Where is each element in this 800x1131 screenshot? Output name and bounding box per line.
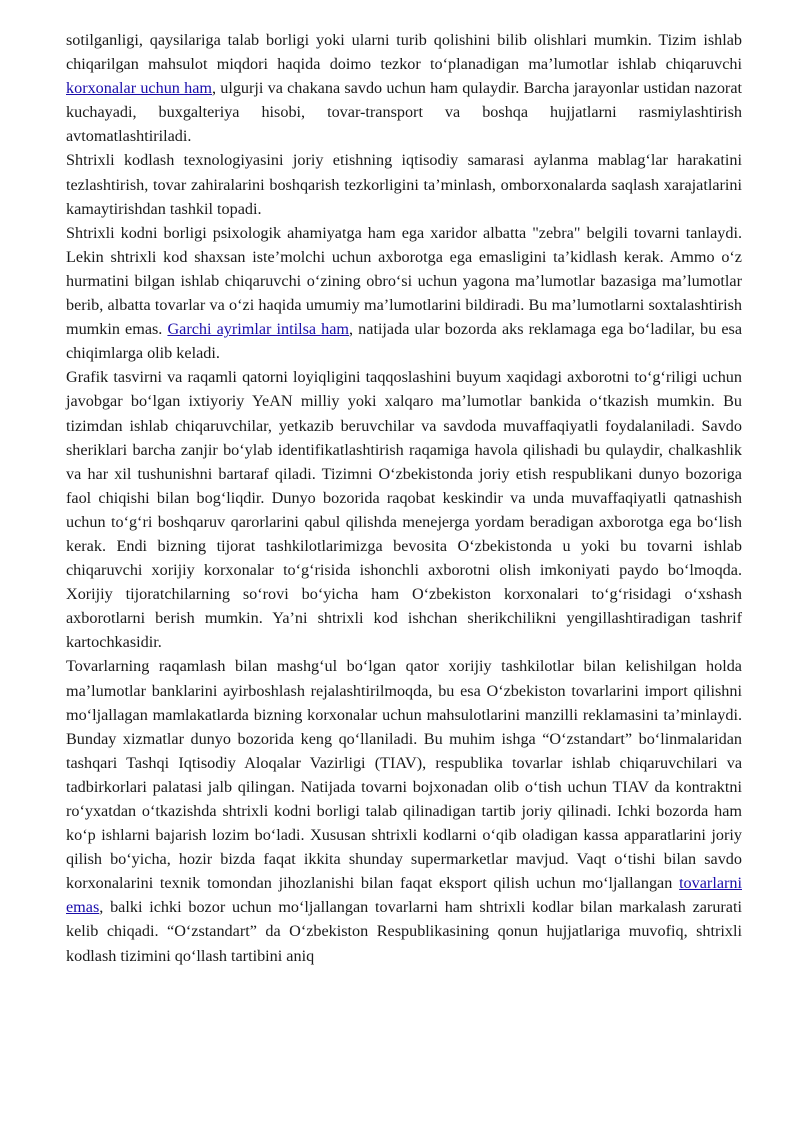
paragraph [66, 148, 742, 220]
text-run: , ulgurji va chakana savdo uchun ham qulaydir. Barcha jarayonlar ustidan nazorat kuchayadi, buxgalteriya hisobi, tovar-transport va boshqa hujjatlarni rasmiylashtirish avtomatlashtiriladi. [66, 79, 743, 146]
link-garchi-ayrimlar-intilsa-ham[interactable]: Garchi ayrimlar intilsa ham [167, 320, 350, 339]
paragraph [66, 221, 742, 366]
text-run: Tovarlarning raqamlash bilan mashg‘ul bo‘lgan qator xorijiy tashkilotlar bilan kelishilgan holda ma’lumotlar banklarini ayirboshlash rejalashtirilmoqda, bu esa O‘zbekiston tovarlarini import qilishni mo‘ljallagan mamlakatlarda bizning korxonalar uchun mahsulotlarini manzilli reklamasini ta’minlaydi. Bunday xizmatlar dunyo bozorida keng qo‘llaniladi. Bu muhim ishga “O‘zstandart” bo‘linmalaridan tashqari Tashqi Iqtisodiy Aloqalar Vazirligi (TIAV), respublika tovarlar ishlab chiqaruvchilari va tadbirkorlari palatasi jalb qilingan. Natijada tovarni bojxonadan olib o‘tish uchun TIAV da kontraktni ro‘yxatdan o‘tkazishda shtrixli kodni borligi talab qilinadigan tartib joriy qilinadi. Ichki bozorda ham ko‘p ishlarni bajarish lozim bo‘ladi. Xususan shtrixli kodlarni o‘qib oladigan kassa apparatlarini joriy qilish bo‘yicha, hozir bizda faqat ikkita shunday supermarketlar mavjud. Vaqt o‘tishi bilan savdo korxonalarini texnik tomondan jihozlanishi bilan faqat eksport qilish uchun mo‘ljallangan [66, 657, 742, 893]
text-run: , balki ichki bozor uchun mo‘ljallangan tovarlarni ham shtrixli kodlar bilan markalash zarurati kelib chiqadi. “O‘zstandart” da O‘zbekiston Respublikasining qonun hujjatlariga muvofiq, shtrixli kodlash tizimini qo‘llash tartibini aniq [66, 898, 742, 965]
document-page [66, 28, 742, 968]
text-run: Shtrixli kodni borligi psixologik ahamiyatga ham ega xaridor albatta "zebra" belgili tovarni tanlaydi. Lekin shtrixli kod shaxsan iste’molchi uchun axborotga ega emasligini ta’kidlash kerak. Ammo o‘z hurmatini bilgan ishlab chiqaruvchi o‘zining obro‘si uchun yagona ma’lumotlar bazasiga ma’lumotlar berib, albatta tovarlar va o‘zi haqida umumiy ma’lumotlarini bildiradi. Bu ma’lumotlarni soxtalashtirish mumkin emas. [66, 223, 742, 339]
link-korxonalar-uchun-ham[interactable]: korxonalar uchun ham [66, 79, 212, 98]
paragraph [66, 28, 742, 148]
text-run: sotilganligi, qaysilariga talab borligi yoki ularni turib qolishini bilib olishlari mumkin. Tizim ishlab chiqarilgan mahsulot miqdori haqida doimo tezkor to‘planadigan ma’lumotlar ishlab chiqaruvchi [66, 31, 742, 74]
text-run: Shtrixli kodlash texnologiyasini joriy etishning iqtisodiy samarasi aylanma mablag‘lar harakatini tezlashtirish, tovar zahiralarini boshqarish tezkorligini ta’minlash, omborxonalarda saqlash xarajatlarini kamaytirishdan tashkil topadi. [66, 151, 742, 218]
text-run: , natijada ular bozorda aks reklamaga ega bo‘ladilar, bu esa chiqimlarga olib keladi. [66, 320, 743, 363]
paragraph [66, 365, 742, 654]
text-run: Grafik tasvirni va raqamli qatorni loyiqligini taqqoslashini buyum xaqidagi axborotni to‘g‘riligi uchun javobgar bo‘lgan ixtiyoriy YeAN milliy yoki xalqaro ma’lumotlar bankida o‘tkazish mumkin. Bu tizimdan ishlab chiqaruvchilar, yetkazib beruvchilar va savdoda muvaffaqiyatli foydalaniladi. Savdo sheriklari barcha zanjir bo‘ylab identifikatlashtirish raqamiga havola qilishadi bu qulaydir, chalkashlik va har xil tushunishni bartaraf qiladi. Tizimni O‘zbekistonda joriy etish respublikani dunyo bozoriga faol chiqishi bilan bog‘liqdir. Dunyo bozorida raqobat keskindir va unda muvaffaqiyatli qatnashish uchun to‘g‘ri boshqaruv qarorlarini qabul qilishda menejerga yordam beradigan axborotga ega bo‘lish kerak. Endi bizning tijorat tashkilotlarimizga bevosita O‘zbekistonda u yoki bu tovarni ishlab chiqaruvchi xorijiy korxonalar to‘g‘risida ishonchli axborotni olish imkoniyati paydo bo‘lmoqda. Xorijiy tijoratchilarning so‘rovi bo‘yicha ham O‘zbekiston korxonalari to‘g‘risidagi o‘xshash axborotlarni berish mumkin. Ya’ni shtrixli kod ishchan sherikchilikni yengillashtiradigan tashrif kartochkasidir. [66, 368, 742, 652]
link-tovarlarni-emas[interactable]: tovarlarni emas [66, 874, 742, 917]
paragraph [66, 654, 742, 967]
